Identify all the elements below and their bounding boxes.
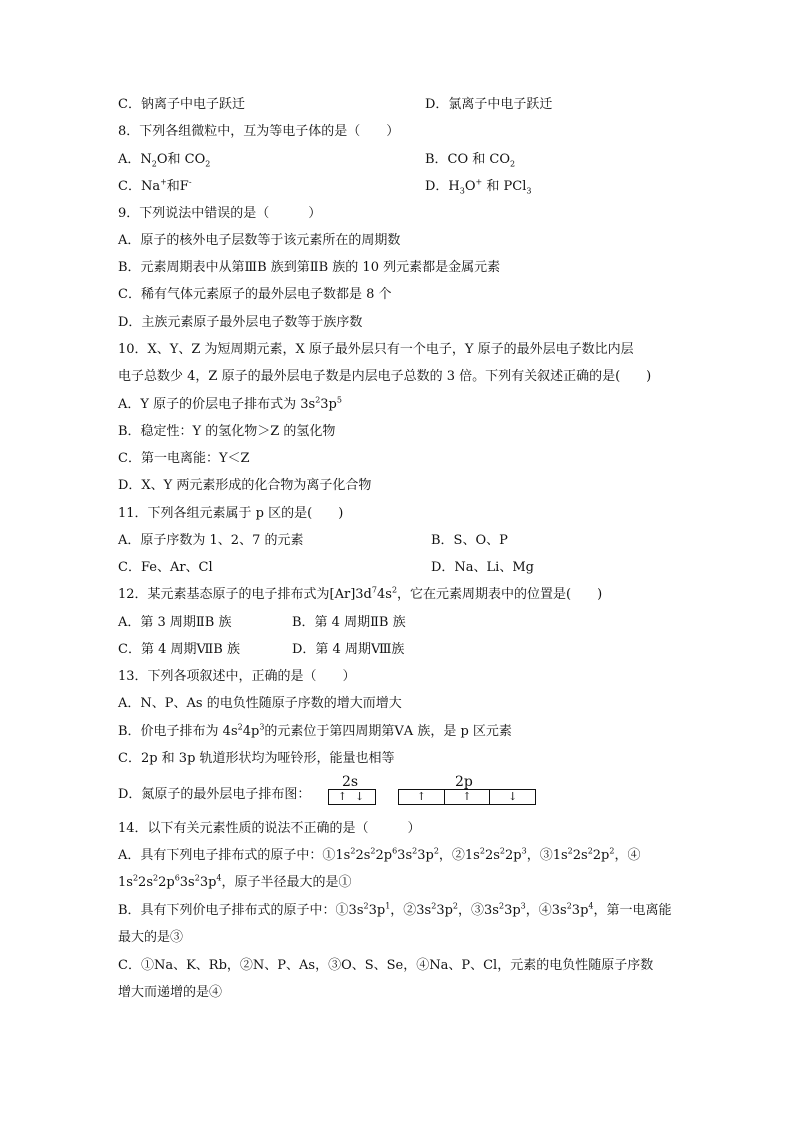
q7-option-d: D．氯离子中电子跃迁 <box>425 97 553 112</box>
orbital-diagram <box>328 774 538 811</box>
q9-option-a: A．原子的核外电子层数等于该元素所在的周期数 <box>118 233 401 248</box>
q10-option-a: A．Y 原子的价层电子排布式为 $3s^23p^5$ <box>118 395 342 412</box>
q10-option-d: D．X、Y 两元素形成的化合物为离子化合物 <box>118 478 372 493</box>
q8-option-d: D．$H_3O^+$ 和 PCl$_3$ <box>425 177 532 196</box>
q9-option-d: D．主族元素原子最外层电子数等于族序数 <box>118 315 363 330</box>
q11-option-c: C．Fe、Ar、Cl <box>118 560 213 575</box>
q9-stem: 9．下列说法中错误的是（ ） <box>118 206 322 221</box>
q8-stem: 8．下列各组微粒中，互为等电子体的是（ ） <box>118 124 400 139</box>
orbital-2p-box <box>398 789 536 805</box>
q14-option-c-line2: 增大而递增的是④ <box>118 985 223 1000</box>
orbital-2p-cell: ↑ <box>399 790 445 804</box>
q12-option-a: A．第 3 周期ⅡB 族 <box>118 615 232 630</box>
q9-option-b: B．元素周期表中从第ⅢB 族到第ⅡB 族的 10 列元素都是金属元素 <box>118 260 501 275</box>
q13-option-a: A．N、P、As 的电负性随原子序数的增大而增大 <box>118 696 402 711</box>
q8-option-c: C．Na+和F- <box>118 177 192 194</box>
orbital-2s-cell: ↑↓ <box>337 790 373 803</box>
q14-option-a-line1: A．具有下列电子排布式的原子中：$①1s^22s^22p^63s^23p^2$，$②1s^22s^22p^3$，$③1s^22s^22p^2$，④ <box>118 846 641 863</box>
q13-option-b: B．价电子排布为 $4s^24p^3$的元素位于第四周期第ⅤA 族，是 p 区元素 <box>118 722 512 739</box>
q12-stem: 12．某元素基态原子的电子排布式为$[Ar]3d^74s^2$，它在元素周期表中的位置是( ) <box>118 585 603 602</box>
q12-option-c: C．第 4 周期ⅦB 族 <box>118 642 240 657</box>
q11-option-a: A．原子序数为 1、2、7 的元素 <box>118 533 304 548</box>
q10-option-b: B．稳定性：Y 的氢化物＞Z 的氢化物 <box>118 424 336 439</box>
q10-option-c: C．第一电离能：Y＜Z <box>118 451 250 466</box>
q13-stem: 13．下列各项叙述中，正确的是（ ） <box>118 669 356 684</box>
q11-option-d: D．Na、Li、Mg <box>431 560 534 575</box>
q14-option-b-line1: B．具有下列价电子排布式的原子中：$①3s^23p^1$，$②3s^23p^2$，$③3s^23p^3$，$④3s^23p^4$，第一电离能 <box>118 901 672 918</box>
q14-option-a-line2: $1s^22s^22p^63s^23p^4$，原子半径最大的是① <box>118 873 352 890</box>
orbital-2p-cell: ↓ <box>508 790 518 803</box>
q14-option-c-line1: C．①Na、K、Rb，②N、P、As，③O、S、Se，④Na、P、Cl，元素的电负性随原子序数 <box>118 958 654 973</box>
q12-option-b: B．第 4 周期ⅡB 族 <box>292 615 406 630</box>
q13-option-c: C．2p 和 3p 轨道形状均为哑铃形，能量也相等 <box>118 751 395 766</box>
q10-stem-line1: 10．X、Y、Z 为短周期元素，X 原子最外层只有一个电子，Y 原子的最外层电子数比内层 <box>118 342 634 357</box>
q10-stem-line2: 电子总数少 4，Z 原子的最外层电子数是内层电子总数的 3 倍。下列有关叙述正确的是( ) <box>118 369 652 384</box>
q14-option-b-line2: 最大的是③ <box>118 930 184 945</box>
q8-option-a: A．$N_2O$和 $CO_2$ <box>118 152 211 169</box>
q11-option-b: B．S、O、P <box>431 533 508 548</box>
orbital-2p-label: 2p <box>455 774 473 790</box>
q14-stem: 14．以下有关元素性质的说法不正确的是（ ） <box>118 821 421 836</box>
orbital-2s-label: 2s <box>342 774 359 790</box>
q13-option-d: D．氮原子的最外层电子排布图： <box>118 787 311 802</box>
q11-stem: 11．下列各组元素属于 p 区的是( ) <box>118 506 344 521</box>
q12-option-d: D．第 4 周期Ⅷ族 <box>292 642 405 657</box>
orbital-2s-box <box>328 789 376 805</box>
q7-option-c: C．钠离子中电子跃迁 <box>118 97 245 112</box>
orbital-2p-cell: ↑ <box>445 790 491 804</box>
q9-option-c: C．稀有气体元素原子的最外层电子数都是 8 个 <box>118 287 392 302</box>
q8-option-b: B．CO 和 $CO_2$ <box>425 152 516 169</box>
